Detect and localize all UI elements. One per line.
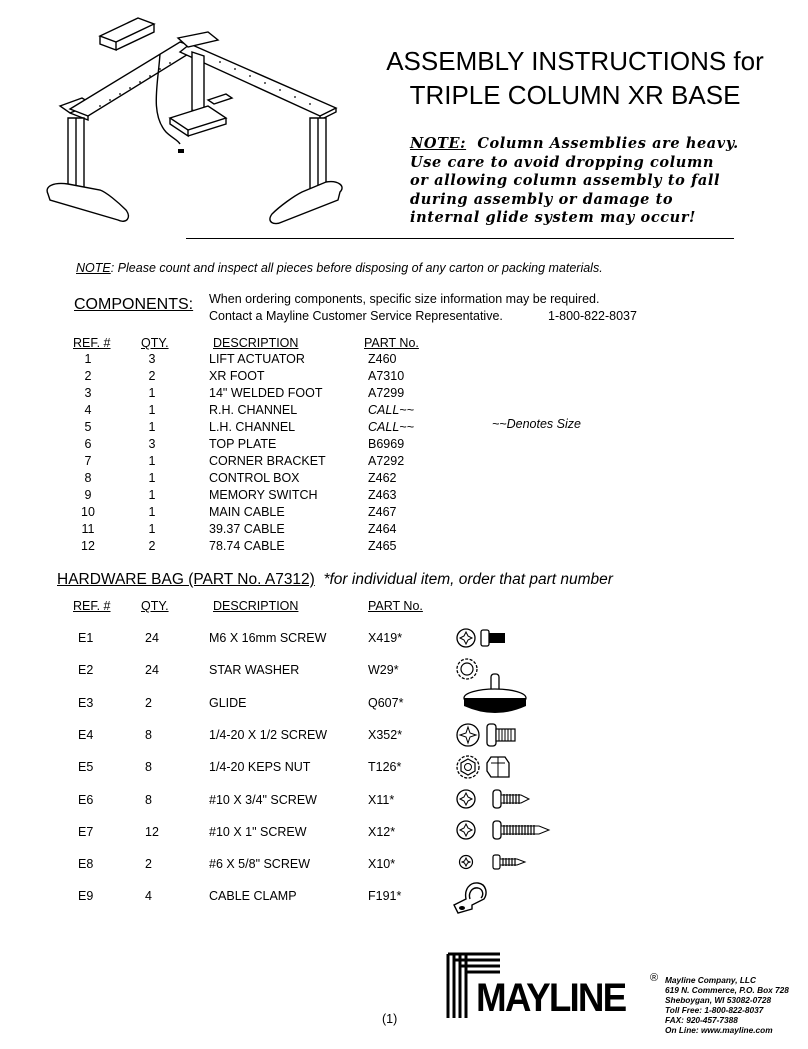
hardware-qty-cell: 2 (145, 857, 152, 872)
triple-column-base-illustration (40, 14, 360, 232)
components-header-desc: DESCRIPTION (213, 336, 299, 350)
component-qty-cell: 1 (148, 386, 156, 400)
hardware-ref-cell: E7 (78, 824, 94, 839)
inspect-note (76, 261, 603, 275)
hardware-desc-cell: M6 X 16mm SCREW (209, 631, 327, 645)
component-qty-cell: 2 (148, 539, 156, 553)
component-qty-cell: 1 (148, 454, 156, 468)
components-header-qty: QTY. (141, 336, 169, 350)
small-screw-icon (455, 851, 535, 873)
hardware-qty-cell: 8 (145, 727, 152, 742)
keps-nut-icon (455, 753, 517, 781)
components-info-1: When ordering components, specific size information may be required. (209, 292, 600, 306)
component-desc-cell: MEMORY SWITCH (209, 488, 318, 502)
components-header-ref: REF. # (73, 336, 111, 350)
inspect-note-label: NOTE (76, 261, 111, 275)
hardware-ref-cell: E4 (78, 727, 94, 742)
component-part-cell: A7292 (368, 454, 405, 468)
components-info-2: Contact a Mayline Customer Service Representative. (209, 309, 503, 323)
size-note: ~~Denotes Size (492, 417, 581, 431)
component-desc-cell: 39.37 CABLE (209, 522, 285, 536)
hardware-qty-cell: 12 (145, 824, 159, 839)
component-qty-cell: 1 (148, 471, 156, 485)
address-line-2: 619 N. Commerce, P.O. Box 728 (665, 985, 789, 995)
component-ref-cell: 6 (84, 437, 92, 451)
component-part-cell: Z462 (368, 471, 397, 485)
hardware-part-cell: X352* (368, 727, 403, 742)
page-title (360, 44, 790, 112)
caution-line-3: or allowing column assembly to fall (410, 172, 721, 189)
component-ref-cell: 11 (81, 522, 95, 536)
component-desc-cell: TOP PLATE (209, 437, 277, 451)
hardware-desc-cell: #10 X 1" SCREW (209, 824, 307, 839)
quarter-screw-icon (455, 721, 527, 749)
component-ref-cell: 3 (84, 386, 92, 400)
hardware-desc-cell: STAR WASHER (209, 663, 300, 678)
hardware-header-qty: QTY. (141, 599, 169, 613)
component-qty-cell: 1 (148, 505, 156, 519)
component-qty-cell: 2 (148, 369, 156, 383)
component-ref-cell: 9 (84, 488, 92, 502)
component-desc-cell: 78.74 CABLE (209, 539, 285, 553)
hardware-desc-cell: 1/4-20 X 1/2 SCREW (209, 727, 328, 742)
caution-note (410, 135, 790, 228)
component-part-cell: Z465 (368, 539, 397, 553)
hardware-header-part: PART No. (368, 599, 423, 613)
title-line-2: TRIPLE COLUMN XR BASE (409, 80, 741, 110)
component-ref-cell: 7 (84, 454, 92, 468)
caution-line-4: during assembly or damage to (410, 190, 674, 208)
customer-service-phone: 1-800-822-8037 (548, 309, 637, 323)
hardware-ref-cell: E5 (78, 760, 94, 775)
component-part-cell: A7310 (368, 369, 405, 383)
component-ref-cell: 8 (84, 471, 92, 485)
inspect-note-text: : Please count and inspect all pieces before disposing of any carton or packing materials. (110, 261, 603, 275)
hardware-desc-cell: #6 X 5/8" SCREW (209, 857, 311, 872)
hardware-ref-cell: E9 (78, 889, 94, 904)
caution-line-2: Use care to avoid dropping column (410, 153, 715, 171)
hardware-part-cell: X10* (368, 857, 396, 872)
company-address (665, 975, 807, 1035)
title-line-1: ASSEMBLY INSTRUCTIONS for (386, 46, 764, 76)
hardware-part-cell: X12* (368, 824, 396, 839)
component-part-cell: CALL~~ (368, 420, 414, 434)
component-desc-cell: XR FOOT (209, 369, 265, 383)
hardware-order-note: *for individual item, order that part number (323, 571, 613, 588)
mayline-logo-text: MAYLINE (476, 976, 626, 1020)
registered-mark: ® (650, 972, 659, 984)
component-qty-cell: 3 (148, 437, 156, 451)
hardware-ref-cell: E8 (78, 857, 94, 872)
component-desc-cell: R.H. CHANNEL (209, 403, 298, 417)
divider-line (186, 238, 734, 239)
hardware-part-cell: X419* (368, 631, 403, 645)
glide-icon (462, 672, 528, 718)
components-title: COMPONENTS: (74, 296, 194, 313)
hardware-part-cell: F191* (368, 889, 402, 904)
caution-note-label: NOTE: (410, 135, 467, 152)
component-qty-cell: 1 (148, 403, 156, 417)
component-desc-cell: LIFT ACTUATOR (209, 352, 305, 366)
component-ref-cell: 1 (84, 352, 92, 366)
caution-line-1: Column Assemblies are heavy. (477, 135, 739, 152)
component-part-cell: Z463 (368, 488, 397, 502)
component-ref-cell: 2 (84, 369, 92, 383)
address-line-4: Toll Free: 1-800-822-8037 (665, 1005, 764, 1015)
hardware-bag-title: HARDWARE BAG (PART No. A7312) (57, 571, 315, 588)
component-part-cell: Z464 (368, 522, 397, 536)
hardware-part-cell: Q607* (368, 695, 404, 710)
hardware-part-cell: X11* (368, 792, 395, 807)
wood-screw-icon (455, 787, 535, 811)
component-desc-cell: 14" WELDED FOOT (209, 386, 323, 400)
component-ref-cell: 4 (84, 403, 92, 417)
hardware-desc-cell: CABLE CLAMP (209, 889, 297, 904)
hardware-part-cell: T126* (368, 760, 402, 775)
hardware-ref-cell: E2 (78, 663, 94, 678)
address-line-5: FAX: 920-457-7388 (665, 1015, 738, 1025)
caution-line-5: internal glide system may occur! (410, 209, 697, 226)
component-desc-cell: MAIN CABLE (209, 505, 285, 519)
hardware-qty-cell: 24 (145, 631, 159, 645)
address-line-6: On Line: www.mayline.com (665, 1025, 773, 1035)
hardware-header-desc: DESCRIPTION (213, 599, 299, 613)
hardware-ref-cell: E1 (78, 631, 94, 645)
hardware-qty-cell: 2 (145, 695, 152, 710)
component-part-cell: Z467 (368, 505, 397, 519)
component-qty-cell: 1 (148, 488, 156, 502)
wood-screw-long-icon (455, 818, 555, 842)
mayline-logo (446, 950, 666, 1020)
component-desc-cell: L.H. CHANNEL (209, 420, 296, 434)
hardware-qty-cell: 4 (145, 889, 152, 904)
hardware-title (57, 571, 613, 589)
component-ref-cell: 10 (81, 505, 95, 519)
hardware-part-cell: W29* (368, 663, 399, 678)
hardware-desc-cell: #10 X 3/4" SCREW (209, 792, 317, 807)
component-part-cell: Z460 (368, 352, 397, 366)
components-header-part: PART No. (364, 336, 419, 350)
component-part-cell: CALL~~ (368, 403, 414, 417)
cable-clamp-icon (448, 879, 490, 915)
address-line-1: Mayline Company, LLC (665, 975, 756, 985)
page-number: (1) (382, 1012, 398, 1026)
component-part-cell: A7299 (368, 386, 405, 400)
hardware-header-ref: REF. # (73, 599, 111, 613)
component-part-cell: B6969 (368, 437, 405, 451)
component-desc-cell: CONTROL BOX (209, 471, 300, 485)
hardware-qty-cell: 24 (145, 663, 159, 678)
hardware-qty-cell: 8 (145, 792, 152, 807)
component-ref-cell: 12 (81, 539, 95, 553)
hardware-desc-cell: 1/4-20 KEPS NUT (209, 760, 311, 775)
component-qty-cell: 1 (148, 420, 156, 434)
component-qty-cell: 1 (148, 522, 156, 536)
hardware-ref-cell: E6 (78, 792, 94, 807)
hardware-desc-cell: GLIDE (209, 695, 247, 710)
hardware-qty-cell: 8 (145, 760, 152, 775)
address-line-3: Sheboygan, WI 53082-0728 (665, 995, 772, 1005)
component-qty-cell: 3 (148, 352, 156, 366)
hardware-ref-cell: E3 (78, 695, 94, 710)
component-desc-cell: CORNER BRACKET (209, 454, 326, 468)
component-ref-cell: 5 (84, 420, 92, 434)
m6-screw-icon (455, 626, 515, 650)
